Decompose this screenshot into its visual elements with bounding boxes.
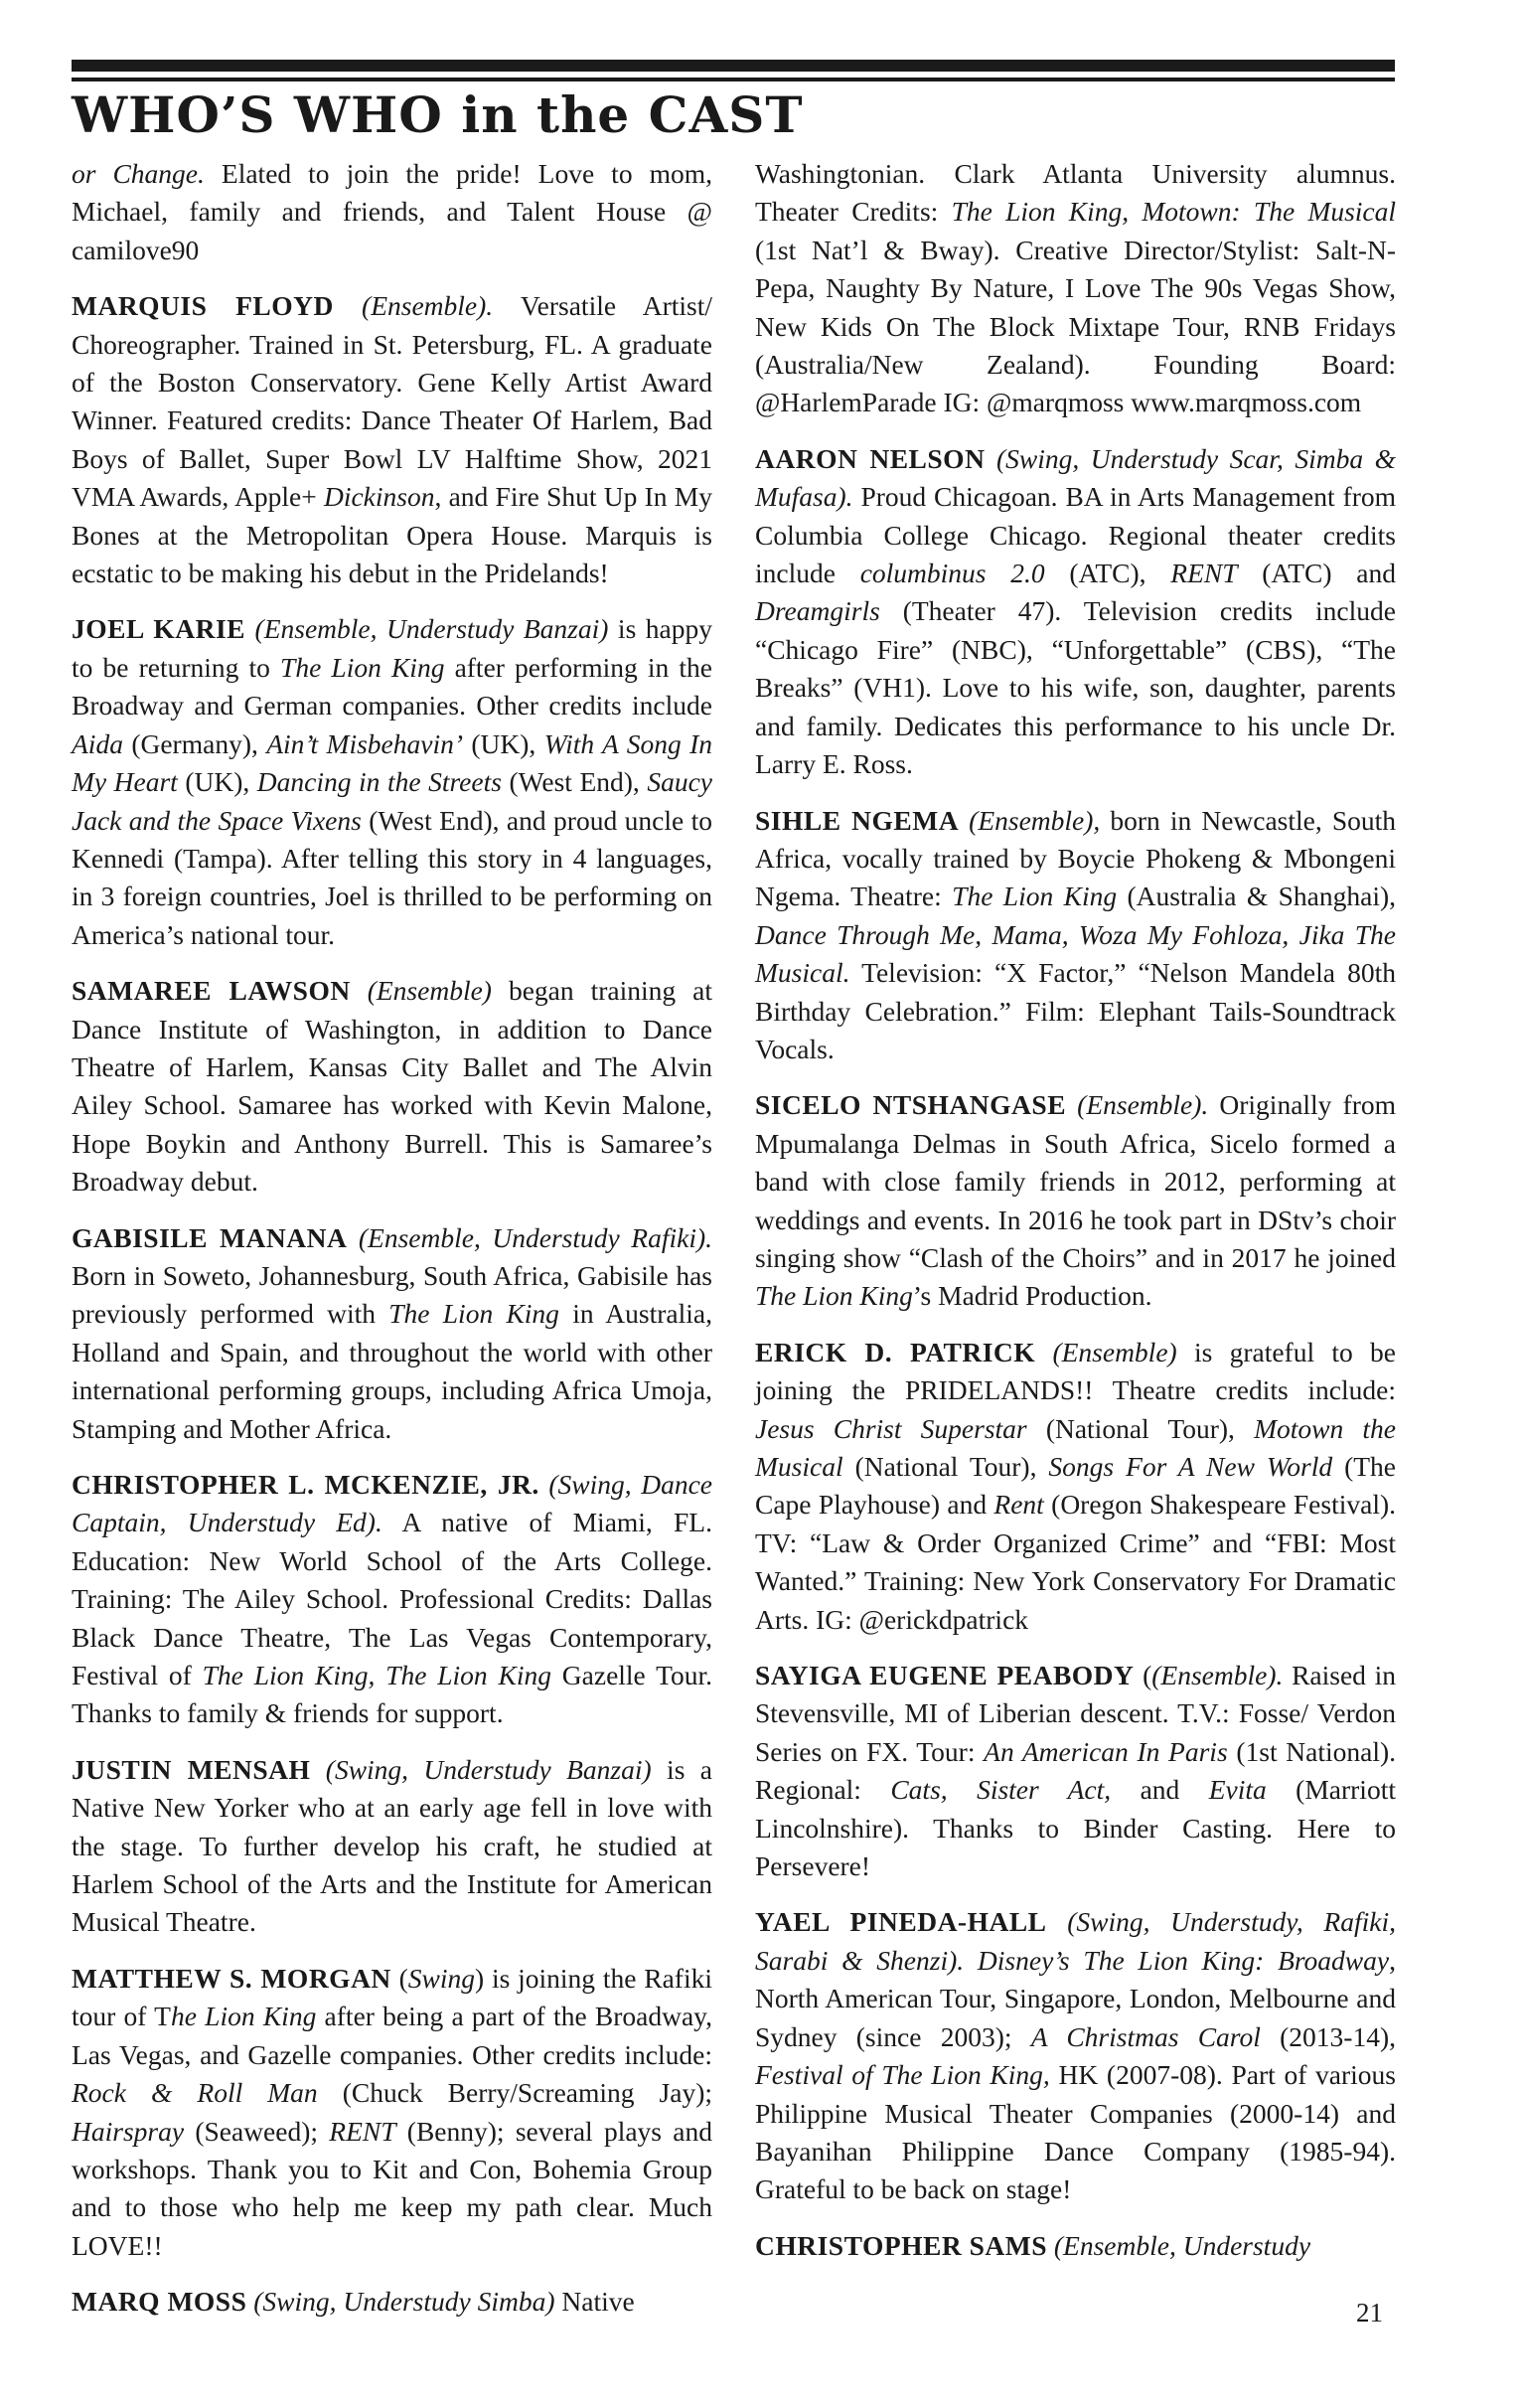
bio-italic-text: (Ensemble), <box>969 804 1101 836</box>
bio-text: (Australia & Shanghai), <box>1117 881 1396 912</box>
cast-bio <box>72 1466 712 1733</box>
cast-member-name: SAYIGA EUGENE PEABODY <box>755 1660 1135 1691</box>
bio-text <box>985 443 996 474</box>
bio-italic-text: The Lion King <box>280 651 445 683</box>
bio-italic-text: Swing <box>407 1962 475 1994</box>
bio-italic-text: Cats, Sister Act, <box>890 1774 1112 1806</box>
bio-italic-text: The Lion King <box>952 881 1118 912</box>
cast-member-name: ERICK D. PATRICK <box>755 1336 1036 1367</box>
bio-text: Versatile Artist/ Choreographer. Trained in St. Petersburg, FL. A graduate of the Boston Conservatory. Gene Kelly Artist Award Winner. Featured credits: Dance Theater Of Harlem, Bad Boys of Ballet, Super Bowl LV Halftime Show, 2021 VMA Awards, Apple+ <box>72 290 712 513</box>
cast-bio <box>755 1086 1396 1315</box>
bio-text: ( <box>1134 1660 1152 1691</box>
bio-italic-text: Ain’t Misbehavin’ <box>266 727 464 759</box>
cast-bio <box>72 610 712 954</box>
bio-italic-text: Saucy Jack and the Space Vixens <box>72 766 712 836</box>
bio-text: (The Cape Playhouse) and <box>755 1451 1397 1521</box>
bio-text: Gazelle Tour. Thanks to family & friends for support. <box>72 1660 712 1729</box>
bio-text: (2013-14), <box>1260 2020 1396 2052</box>
bio-text: A native of Miami, FL. Education: New World School of the Arts College. Training: The Ailey School. Professional Credits: Dallas Black Dance Theatre, The Las Vegas Contemporary, Festival of <box>72 1507 712 1691</box>
bio-text <box>539 1469 549 1500</box>
bio-text: is happy to be returning to <box>72 613 713 683</box>
bio-text: , and Fire Shut Up In My Bones at the Metropolitan Opera House. Marquis is ecstatic to be making his debut in the Pridelands! <box>72 481 712 589</box>
bio-italic-text: Dreamgirls <box>755 595 880 627</box>
bio-text: Originally from Mpumalanga Delmas in South Africa, Sicelo formed a band with close family friends in 2012, performing at weddings and events. In 2016 he took part in DStv’s choir singing show “Clash of the Choirs” and in 2017 he joined <box>755 1089 1396 1273</box>
bio-text: (Benny); several plays and workshops. Thank you to Kit and Con, Bohemia Group and to those who help me keep my path clear. Much LOVE!! <box>72 2115 712 2261</box>
bio-text: (National Tour), <box>842 1451 1049 1482</box>
bio-text: (ATC) and <box>1237 558 1396 589</box>
bio-text: and <box>1111 1774 1209 1806</box>
left-column <box>72 155 712 2339</box>
bio-italic-text: he Lion King <box>170 2001 317 2032</box>
cast-bio <box>755 802 1396 1069</box>
bio-text: (West End), and proud uncle to Kennedi (Tampa). After telling this story in 4 languages, in 3 foreign countries, Joel is thrilled to be performing on America’s national tour. <box>72 804 712 950</box>
bio-italic-text: Hairspray <box>72 2115 185 2147</box>
bio-text <box>1047 1906 1068 1937</box>
bio-italic-text: Songs For A New World <box>1048 1451 1333 1482</box>
bio-italic-text: A Christmas Carol <box>1030 2020 1261 2052</box>
bio-text: ( <box>390 1962 408 1994</box>
bio-text <box>1047 2230 1054 2261</box>
bio-text <box>245 613 255 644</box>
bio-italic-text: The Lion King, Motown: The Musical <box>951 196 1397 228</box>
header-rule-thin <box>72 78 1395 81</box>
bio-text <box>351 975 368 1006</box>
cast-bio <box>755 1657 1396 1885</box>
bio-text <box>334 290 362 321</box>
page-title: WHO’S WHO in the CAST <box>72 85 804 144</box>
bio-text: after performing in the Broadway and German companies. Other credits include <box>72 651 712 722</box>
bio-italic-text: (Ensemble) <box>1052 1336 1177 1367</box>
cast-member-name: MARQUIS FLOYD <box>72 290 334 322</box>
bio-italic-text: (Ensemble). <box>1151 1660 1284 1691</box>
bio-text: Elated to join the pride! Love to mom, Michael, family and friends, and Talent House @ camilove90 <box>72 158 712 265</box>
bio-italic-text: (Swing, Understudy Banzai) <box>325 1753 652 1785</box>
bio-italic-text: (Ensemble). <box>1077 1089 1209 1121</box>
cast-member-name: YAEL PINEDA-HALL <box>755 1906 1047 1938</box>
bio-italic-text: (Swing, Understudy Simba) <box>253 2286 555 2318</box>
cast-member-name: SICELO NTSHANGASE <box>755 1089 1067 1121</box>
bio-text: Raised in Stevensville, MI of Liberian descent. T.V.: Fosse/ Verdon Series on FX. Tour: <box>755 1660 1396 1767</box>
bio-italic-text: The Lion King, The Lion King <box>202 1660 551 1691</box>
bio-italic-text: (Swing, Understudy Scar, Simba & Mufasa). <box>755 442 1396 513</box>
bio-italic-text: Jesus Christ Superstar <box>755 1412 1027 1444</box>
bio-text: , North American Tour, Singapore, London, Melbourne and Sydney (since 2003); <box>755 1944 1396 2052</box>
bio-text: (1st National). Regional: <box>755 1735 1396 1806</box>
bio-text: Television: “X Factor,” “Nelson Mandela 80th Birthday Celebration.” Film: Elephant Tails-Soundtrack Vocals. <box>755 957 1396 1064</box>
bio-italic-text: RENT <box>1170 558 1238 589</box>
bio-text: (1st Nat’l & Bway). Creative Director/Stylist: Salt-N-Pepa, Naughty By Nature, I Love The 90s Vegas Show, New Kids On The Block Mixtape Tour, RNB Fridays (Australia/New Zealand). Founding Board: @HarlemParade IG: @marqmoss www.marqmoss.com <box>755 234 1396 418</box>
bio-text: (Chuck Berry/Screaming Jay); <box>317 2077 713 2109</box>
bio-text: (West End), <box>501 766 648 798</box>
bio-italic-text: Festival of The Lion King, <box>755 2059 1050 2091</box>
cast-bio <box>72 2283 712 2321</box>
bio-text: (ATC), <box>1044 558 1171 589</box>
bio-text: is a Native New Yorker who at an early age fell in love with the stage. To further develop his craft, he studied at Harlem School of the Arts and the Institute for American Musical Theatre. <box>72 1753 712 1938</box>
bio-text: (National Tour), <box>1026 1412 1255 1444</box>
cast-bio <box>755 1334 1396 1639</box>
cast-member-name: MATTHEW S. MORGAN <box>72 1962 391 1994</box>
bio-italic-text: or Change. <box>72 158 205 189</box>
bio-italic-text: Dance Through Me, Mama, Woza My Fohloza, Jika The Musical. <box>755 918 1396 989</box>
cast-member-name: CHRISTOPHER L. MCKENZIE, JR. <box>72 1469 539 1500</box>
bio-text <box>1066 1089 1077 1120</box>
cast-bio <box>755 1903 1396 2208</box>
bio-text: in Australia, Holland and Spain, and throughout the world with other international performing groups, including Africa Umoja, Stamping and Mother Africa. <box>72 1298 712 1444</box>
bio-text: after being a part of the Broadway, Las Vegas, and Gazelle companies. Other credits include: <box>72 2001 712 2070</box>
bio-italic-text: columbinus 2.0 <box>859 558 1045 589</box>
bio-text <box>310 1754 325 1785</box>
cast-member-name: SAMAREE LAWSON <box>72 975 351 1007</box>
bio-italic-text: With A Song In My Heart <box>72 727 712 798</box>
cast-member-name: CHRISTOPHER SAMS <box>755 2229 1048 2261</box>
bio-text: Washingtonian. Clark Atlanta University alumnus. Theater Credits: <box>755 158 1396 228</box>
bio-italic-text: The Lion King <box>388 1298 559 1330</box>
cast-bio <box>755 2227 1396 2265</box>
bio-text: Proud Chicagoan. BA in Arts Management from Columbia College Chicago. Regional theater credits include <box>755 481 1396 589</box>
bio-text <box>959 805 969 836</box>
cast-bio <box>72 1751 712 1942</box>
bio-text <box>347 1222 359 1253</box>
cast-member-name: JOEL KARIE <box>72 613 245 645</box>
bio-text: (Theater 47). Television credits include “Chicago Fire” (NBC), “Unforgettable” (CBS), “The Breaks” (VH1). Love to his wife, son, daughter, parents and family. Dedicates this performance to his uncle Dr. Larry E. Ross. <box>755 595 1396 780</box>
cast-bio <box>72 155 712 269</box>
bio-italic-text: (Ensemble). <box>362 290 494 322</box>
cast-bio <box>72 972 712 1201</box>
bio-text: ’s Madrid Production. <box>912 1280 1152 1312</box>
header-rule-thick <box>72 60 1395 72</box>
bio-italic-text: (Ensemble, Understudy Rafiki). <box>358 1221 713 1253</box>
bio-text: (Marriott Lincolnshire). Thanks to Binder Casting. Here to Persevere! <box>755 1774 1396 1882</box>
bio-text: began training at Dance Institute of Washington, in addition to Dance Theatre of Harlem, Kansas City Ballet and The Alvin Ailey School. Samaree has worked with Kevin Malone, Hope Boykin and Anthony Burrell. This is Samaree’s Broadway debut. <box>72 975 712 1198</box>
bio-italic-text: Aida <box>72 727 123 759</box>
cast-member-name: AARON NELSON <box>755 442 986 474</box>
bio-italic-text: Evita <box>1208 1774 1267 1806</box>
bio-italic-text: (Swing, Understudy, Rafiki, Sarabi & Shenzi). Disney’s The Lion King: Broadway <box>755 1906 1396 1976</box>
bio-italic-text: The Lion King <box>755 1280 913 1312</box>
bio-text: ) is joining the Rafiki tour of T <box>72 1962 712 2032</box>
cast-bio <box>755 440 1396 784</box>
bio-italic-text: Rent <box>993 1489 1044 1521</box>
cast-bio <box>72 287 712 592</box>
page-number: 21 <box>1356 2298 1383 2328</box>
cast-member-name: GABISILE MANANA <box>72 1221 348 1253</box>
bio-italic-text: (Ensemble, Understudy Banzai) <box>254 613 609 645</box>
cast-bio <box>72 1960 712 2265</box>
bio-text: (Oregon Shakespeare Festival). TV: “Law & Order Organized Crime” and “FBI: Most Wanted.” Training: New York Conservatory For Dramatic Arts. IG: @erickdpatrick <box>755 1489 1396 1635</box>
bio-italic-text: An American In Paris <box>984 1735 1228 1767</box>
bio-text: Native <box>554 2286 635 2318</box>
cast-bio <box>72 1219 712 1448</box>
bio-italic-text: (Ensemble, Understudy <box>1053 2229 1311 2261</box>
cast-member-name: JUSTIN MENSAH <box>72 1753 311 1785</box>
bio-italic-text: Dickinson <box>323 481 435 513</box>
bio-text: (UK), <box>177 766 257 798</box>
bio-text: HK (2007-08). Part of various Philippine Musical Theater Companies (2000-14) and Bayanihan Philippine Dance Company (1985-94). Grateful to be back on stage! <box>755 2059 1396 2205</box>
cast-bio <box>755 155 1396 422</box>
bio-text: (Germany), <box>122 727 267 759</box>
bio-italic-text: RENT <box>329 2115 396 2147</box>
bio-text: Born in Soweto, Johannesburg, South Africa, Gabisile has previously performed with <box>72 1259 712 1330</box>
bio-italic-text: Rock & Roll Man <box>72 2077 318 2109</box>
bio-text: (UK), <box>463 727 544 759</box>
right-column <box>755 155 1396 2283</box>
bio-italic-text: (Swing, Dance Captain, Understudy Ed). <box>72 1469 712 1538</box>
bio-italic-text: Motown the Musical <box>755 1412 1396 1482</box>
bio-text: (Seaweed); <box>184 2115 330 2147</box>
bio-italic-text: (Ensemble) <box>367 975 492 1007</box>
bio-text: born in Newcastle, South Africa, vocally trained by Boycie Phokeng & Mbongeni Ngema. Theatre: <box>755 804 1397 912</box>
cast-member-name: MARQ MOSS <box>72 2286 247 2318</box>
cast-member-name: SIHLE NGEMA <box>755 804 960 836</box>
bio-italic-text: Dancing in the Streets <box>256 766 502 798</box>
bio-text: is grateful to be joining the PRIDELANDS!! Theatre credits include: <box>755 1336 1396 1406</box>
bio-text <box>1035 1337 1052 1367</box>
